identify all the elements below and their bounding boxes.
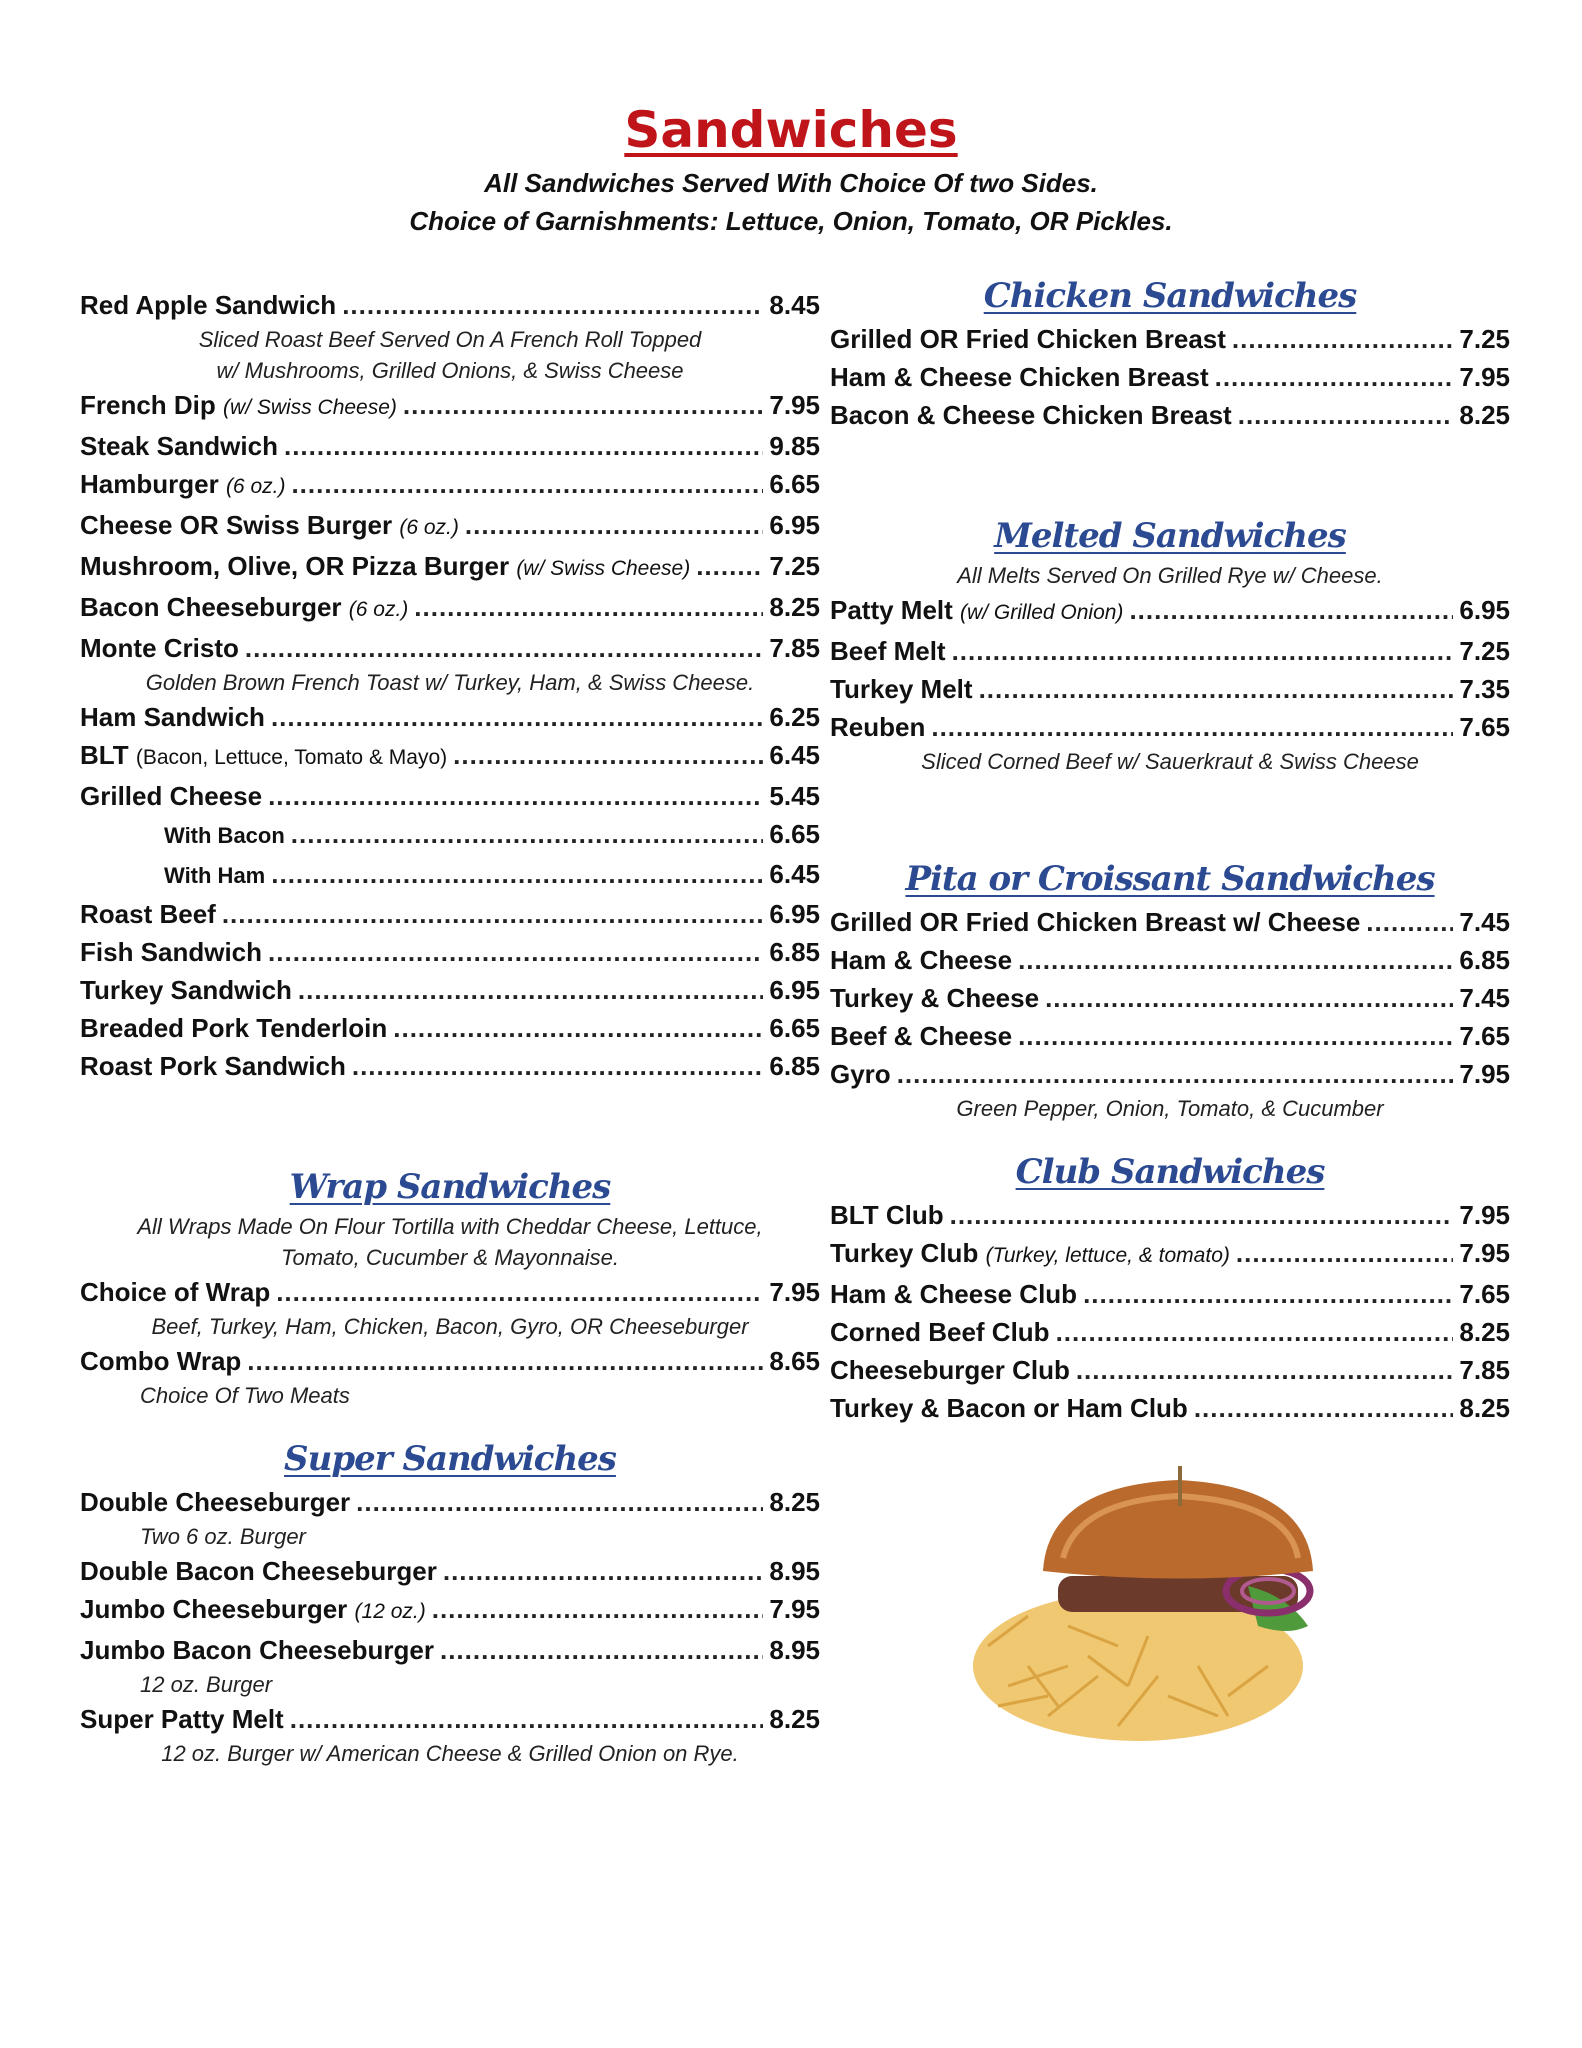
item-price: 8.25	[1459, 1317, 1510, 1347]
item-name: Beef Melt	[830, 636, 946, 666]
menu-item	[830, 1196, 1510, 1234]
item-name: Choice of Wrap	[80, 1277, 271, 1307]
menu-item	[80, 1047, 820, 1085]
item-name: Steak Sandwich	[80, 431, 278, 461]
menu-item	[80, 1342, 820, 1380]
menu-item	[80, 895, 820, 933]
item-name: Mushroom, Olive, OR Pizza Burger	[80, 551, 510, 581]
item-name: Jumbo Bacon Cheeseburger	[80, 1635, 434, 1665]
item-name: Hamburger	[80, 469, 219, 499]
item-name: French Dip	[80, 390, 216, 420]
item-description: Sliced Roast Beef Served On A French Roll Topped	[198, 327, 702, 352]
item-price: 7.35	[1459, 674, 1510, 704]
dot-leader	[342, 286, 763, 324]
item-price: 6.65	[769, 819, 820, 849]
section-description: All Wraps Made On Flour Tortilla with Cheddar Cheese, Lettuce,	[137, 1214, 763, 1239]
menu-item	[80, 1273, 820, 1311]
page-title: Sandwiches	[624, 101, 958, 159]
section-title-club: Club Sandwiches	[1015, 1152, 1325, 1192]
menu-item	[80, 1552, 820, 1590]
dot-leader	[1194, 1389, 1454, 1427]
dot-leader	[271, 698, 763, 736]
menu-item	[80, 506, 820, 547]
item-name: Roast Beef	[80, 899, 216, 929]
menu-item	[80, 933, 820, 971]
spacer	[80, 1085, 820, 1163]
item-price: 7.85	[1459, 1355, 1510, 1385]
item-price: 7.65	[1459, 712, 1510, 742]
item-note: (Bacon, Lettuce, Tomato & Mayo)	[135, 746, 448, 769]
item-price: 8.25	[769, 1704, 820, 1734]
menu-sub-item	[80, 855, 820, 895]
menu-item	[80, 547, 820, 588]
dot-leader	[284, 427, 763, 465]
section-description: Tomato, Cucumber & Mayonnaise.	[281, 1245, 619, 1270]
item-price: 7.25	[769, 551, 820, 581]
dot-leader	[414, 588, 763, 626]
item-name: Double Cheeseburger	[80, 1487, 351, 1517]
menu-item	[80, 736, 820, 777]
dot-leader	[696, 547, 763, 585]
dot-leader	[1238, 396, 1454, 434]
item-price: 6.95	[1459, 595, 1510, 625]
spacer	[830, 777, 1510, 855]
dot-leader	[1045, 979, 1453, 1017]
item-price: 7.95	[1459, 1238, 1510, 1268]
dot-leader	[1232, 320, 1454, 358]
dot-leader	[245, 629, 764, 667]
item-price: 6.95	[769, 899, 820, 929]
menu-item	[80, 777, 820, 815]
dot-leader	[1236, 1234, 1454, 1272]
item-name: BLT Club	[830, 1200, 944, 1230]
dot-leader	[440, 1631, 763, 1669]
item-name: Ham & Cheese Chicken Breast	[830, 362, 1209, 392]
item-description: Choice Of Two Meats	[140, 1383, 350, 1408]
item-note: (w/ Swiss Cheese)	[223, 396, 397, 419]
dot-leader	[1056, 1313, 1454, 1351]
dot-leader	[1018, 1017, 1453, 1055]
menu-item	[80, 698, 820, 736]
dot-leader	[1129, 591, 1453, 629]
item-name: With Ham	[164, 863, 266, 888]
menu-item	[830, 903, 1510, 941]
section-title-chicken: Chicken Sandwiches	[983, 276, 1357, 316]
section-title-super: Super Sandwiches	[284, 1439, 616, 1479]
menu-item	[830, 358, 1510, 396]
menu-item	[80, 465, 820, 506]
item-price: 6.95	[769, 510, 820, 540]
item-name: Roast Pork Sandwich	[80, 1051, 346, 1081]
menu-item	[80, 286, 820, 324]
menu-item	[830, 670, 1510, 708]
item-price: 8.25	[1459, 1393, 1510, 1423]
dot-leader	[950, 1196, 1454, 1234]
item-note: (Turkey, lettuce, & tomato)	[985, 1244, 1230, 1267]
item-price: 7.95	[769, 1277, 820, 1307]
menu-item	[80, 427, 820, 465]
item-price: 8.25	[1459, 400, 1510, 430]
menu-item	[80, 1631, 820, 1669]
dot-leader	[897, 1055, 1454, 1093]
dot-leader	[432, 1590, 764, 1628]
item-name: Double Bacon Cheeseburger	[80, 1556, 437, 1586]
item-name: Super Patty Melt	[80, 1704, 284, 1734]
dot-leader	[979, 670, 1454, 708]
item-price: 5.45	[769, 781, 820, 811]
item-name: Grilled OR Fried Chicken Breast w/ Cheese	[830, 907, 1361, 937]
item-price: 7.45	[1459, 907, 1510, 937]
menu-item	[830, 941, 1510, 979]
section-title-wrap: Wrap Sandwiches	[289, 1167, 611, 1207]
item-name: Turkey Sandwich	[80, 975, 292, 1005]
menu-item	[830, 1234, 1510, 1275]
item-price: 6.65	[769, 1013, 820, 1043]
dot-leader	[952, 632, 1454, 670]
sandwich-fries-photo	[968, 1466, 1358, 1756]
item-note: (6 oz.)	[348, 598, 409, 621]
item-description: 12 oz. Burger	[140, 1672, 273, 1697]
item-price: 8.95	[769, 1635, 820, 1665]
item-price: 7.45	[1459, 983, 1510, 1013]
item-price: 8.65	[769, 1346, 820, 1376]
item-description: Beef, Turkey, Ham, Chicken, Bacon, Gyro, OR Cheeseburger	[151, 1314, 749, 1339]
item-description: Golden Brown French Toast w/ Turkey, Ham, & Swiss Cheese.	[145, 670, 755, 695]
item-price: 7.95	[1459, 362, 1510, 392]
dot-leader	[290, 1700, 764, 1738]
dot-leader	[298, 971, 763, 1009]
item-price: 7.95	[769, 1594, 820, 1624]
dot-leader	[291, 815, 764, 853]
item-price: 7.95	[1459, 1200, 1510, 1230]
subtitle-sides: All Sandwiches Served With Choice Of two Sides.	[484, 168, 1098, 198]
item-price: 8.25	[769, 592, 820, 622]
dot-leader	[268, 933, 763, 971]
dot-leader	[352, 1047, 764, 1085]
dot-leader	[453, 736, 763, 774]
item-name: Turkey & Bacon or Ham Club	[830, 1393, 1188, 1423]
item-name: Grilled Cheese	[80, 781, 263, 811]
item-name: Grilled OR Fried Chicken Breast	[830, 324, 1226, 354]
item-name: Gyro	[830, 1059, 891, 1089]
item-note: (w/ Swiss Cheese)	[516, 557, 691, 580]
section-title-pita: Pita or Croissant Sandwiches	[905, 859, 1435, 899]
item-name: Combo Wrap	[80, 1346, 242, 1376]
item-name: Fish Sandwich	[80, 937, 263, 967]
item-name: Turkey & Cheese	[830, 983, 1040, 1013]
menu-item	[830, 320, 1510, 358]
item-name: Cheese OR Swiss Burger	[80, 510, 393, 540]
item-price: 7.65	[1459, 1279, 1510, 1309]
item-price: 8.95	[769, 1556, 820, 1586]
item-price: 6.85	[769, 1051, 820, 1081]
dot-leader	[247, 1342, 763, 1380]
item-name: Bacon & Cheese Chicken Breast	[830, 400, 1232, 430]
item-description: Sliced Corned Beef w/ Sauerkraut & Swiss Cheese	[921, 749, 1419, 774]
item-price: 8.45	[769, 290, 820, 320]
item-price: 6.45	[769, 859, 820, 889]
menu-item	[80, 1700, 820, 1738]
menu-sub-item	[80, 815, 820, 855]
section-title-melted: Melted Sandwiches	[994, 516, 1346, 556]
item-name: Corned Beef Club	[830, 1317, 1050, 1347]
menu-item	[830, 1389, 1510, 1427]
menu-item	[830, 1275, 1510, 1313]
item-note: (6 oz.)	[399, 516, 459, 539]
item-description: 12 oz. Burger w/ American Cheese & Grilled Onion on Rye.	[161, 1741, 739, 1766]
spacer	[80, 1411, 820, 1435]
dot-leader	[356, 1483, 763, 1521]
item-name: Ham & Cheese Club	[830, 1279, 1078, 1309]
item-name: Beef & Cheese	[830, 1021, 1013, 1051]
dot-leader	[931, 708, 1453, 746]
item-name: Breaded Pork Tenderloin	[80, 1013, 388, 1043]
menu-item	[830, 1351, 1510, 1389]
dot-leader	[1215, 358, 1454, 396]
item-name: Monte Cristo	[80, 633, 239, 663]
dot-leader	[276, 1273, 763, 1311]
item-name: Reuben	[830, 712, 926, 742]
dot-leader	[291, 465, 763, 503]
item-price: 6.85	[1459, 945, 1510, 975]
sandwich	[1043, 1466, 1313, 1631]
dot-leader	[1366, 903, 1453, 941]
menu-item	[80, 629, 820, 667]
menu-item	[830, 1313, 1510, 1351]
item-name: Turkey Club	[830, 1238, 979, 1268]
dot-leader	[443, 1552, 764, 1590]
item-price: 7.95	[769, 390, 820, 420]
dot-leader	[1083, 1275, 1453, 1313]
left-column	[80, 286, 820, 1769]
item-description: Green Pepper, Onion, Tomato, & Cucumber	[956, 1096, 1384, 1121]
item-name: Ham Sandwich	[80, 702, 265, 732]
menu-item	[830, 979, 1510, 1017]
dot-leader	[1076, 1351, 1454, 1389]
dot-leader	[222, 895, 764, 933]
menu-item	[830, 708, 1510, 746]
item-name: Patty Melt	[830, 595, 953, 625]
item-name: Cheeseburger Club	[830, 1355, 1070, 1385]
dot-leader	[465, 506, 764, 544]
item-note: (w/ Grilled Onion)	[960, 601, 1124, 624]
spacer	[830, 434, 1510, 512]
section-description: All Melts Served On Grilled Rye w/ Cheese.	[957, 563, 1383, 588]
item-price: 6.85	[769, 937, 820, 967]
menu-item	[830, 1017, 1510, 1055]
right-column	[830, 272, 1510, 1427]
item-price: 6.45	[769, 740, 820, 770]
menu-header	[0, 96, 1582, 240]
dot-leader	[271, 855, 763, 893]
item-name: With Bacon	[164, 823, 285, 848]
item-price: 7.95	[1459, 1059, 1510, 1089]
menu-item	[830, 632, 1510, 670]
subtitle-garnishments: Choice of Garnishments: Lettuce, Onion, Tomato, OR Pickles.	[409, 206, 1173, 236]
dot-leader	[393, 1009, 763, 1047]
item-price: 6.95	[769, 975, 820, 1005]
item-name: Red Apple Sandwich	[80, 290, 337, 320]
item-price: 7.65	[1459, 1021, 1510, 1051]
item-note: (12 oz.)	[354, 1600, 426, 1623]
item-price: 8.25	[769, 1487, 820, 1517]
item-description: Two 6 oz. Burger	[140, 1524, 306, 1549]
dot-leader	[268, 777, 763, 815]
item-note: (6 oz.)	[225, 475, 286, 498]
menu-item	[80, 588, 820, 629]
item-price: 7.25	[1459, 636, 1510, 666]
menu-item	[830, 1055, 1510, 1093]
dot-leader	[403, 386, 763, 424]
spacer	[830, 1124, 1510, 1148]
menu-item	[830, 591, 1510, 632]
menu-item	[80, 971, 820, 1009]
item-price: 7.25	[1459, 324, 1510, 354]
item-name: Turkey Melt	[830, 674, 973, 704]
item-name: Bacon Cheeseburger	[80, 592, 342, 622]
item-price: 6.25	[769, 702, 820, 732]
item-name: Ham & Cheese	[830, 945, 1013, 975]
dot-leader	[1018, 941, 1453, 979]
item-price: 6.65	[769, 469, 820, 499]
item-price: 9.85	[769, 431, 820, 461]
menu-item	[830, 396, 1510, 434]
menu-item	[80, 1483, 820, 1521]
item-name: BLT	[80, 740, 129, 770]
menu-item	[80, 386, 820, 427]
menu-item	[80, 1590, 820, 1631]
item-name: Jumbo Cheeseburger	[80, 1594, 348, 1624]
item-price: 7.85	[769, 633, 820, 663]
menu-item	[80, 1009, 820, 1047]
item-description: w/ Mushrooms, Grilled Onions, & Swiss Cheese	[216, 358, 684, 383]
